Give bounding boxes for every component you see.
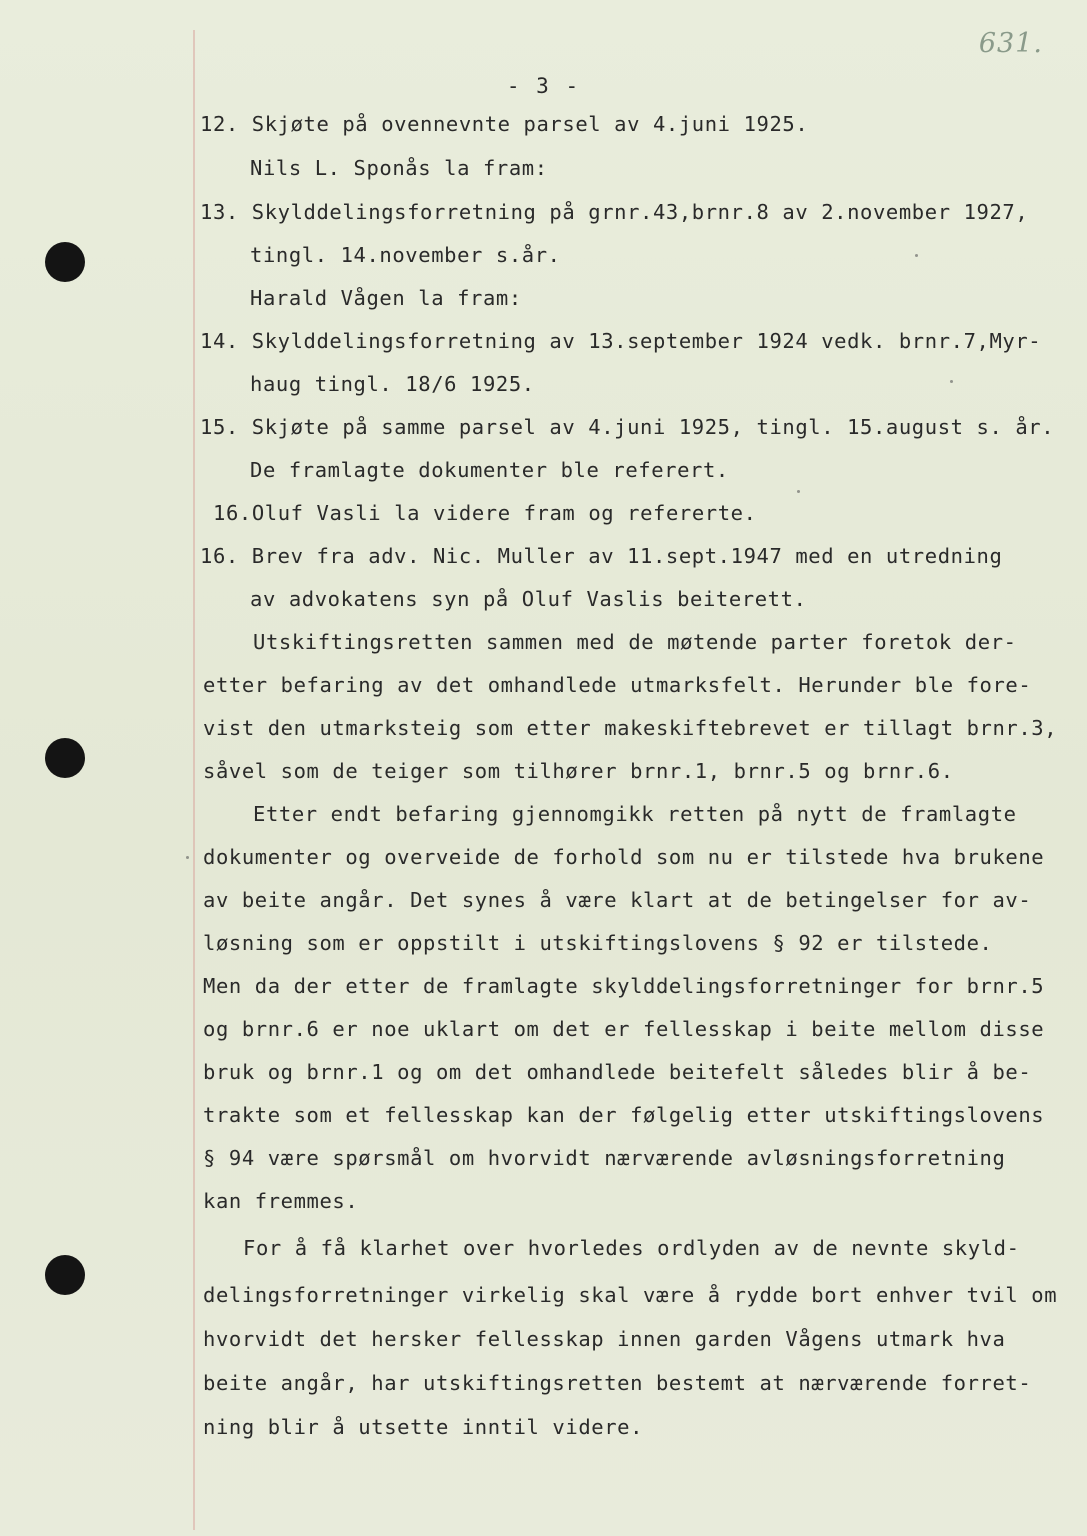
punch-hole-middle bbox=[45, 738, 85, 778]
text-line: såvel som de teiger som tilhører brnr.1, brnr.5 og brnr.6. bbox=[203, 759, 954, 783]
text-line: 13. Skylddelingsforretning på grnr.43,brnr.8 av 2.november 1927, bbox=[200, 200, 1029, 224]
text-line: beite angår, har utskiftingsretten bestemt at nærværende forret- bbox=[203, 1371, 1032, 1395]
text-line: 12. Skjøte på ovennevnte parsel av 4.juni 1925. bbox=[200, 112, 809, 136]
text-line: Etter endt befaring gjennomgikk retten på nytt de framlagte bbox=[253, 802, 1017, 826]
text-line: delingsforretninger virkelig skal være å rydde bort enhver tvil om bbox=[203, 1283, 1058, 1307]
folio-number: 631. bbox=[978, 28, 1043, 59]
text-line: etter befaring av det omhandlede utmarksfelt. Herunder ble fore- bbox=[203, 673, 1032, 697]
margin-rule bbox=[193, 30, 195, 1530]
text-line: 16.Oluf Vasli la videre fram og refererte. bbox=[213, 501, 757, 525]
text-line: For å få klarhet over hvorledes ordlyden av de nevnte skyld- bbox=[243, 1236, 1020, 1260]
text-line: dokumenter og overveide de forhold som nu er tilstede hva brukene bbox=[203, 845, 1045, 869]
text-line: og brnr.6 er noe uklart om det er fellesskap i beite mellom disse bbox=[203, 1017, 1045, 1041]
text-line: De framlagte dokumenter ble referert. bbox=[250, 458, 729, 482]
text-line: bruk og brnr.1 og om det omhandlede beitefelt således blir å be- bbox=[203, 1060, 1032, 1084]
punch-hole-bottom bbox=[45, 1255, 85, 1295]
text-line: vist den utmarksteig som etter makeskiftebrevet er tillagt brnr.3, bbox=[203, 716, 1058, 740]
text-line: Men da der etter de framlagte skylddelingsforretninger for brnr.5 bbox=[203, 974, 1045, 998]
paper-speck bbox=[186, 856, 189, 859]
text-line: § 94 være spørsmål om hvorvidt nærværende avløsningsforretning bbox=[203, 1146, 1006, 1170]
text-line: tingl. 14.november s.år. bbox=[250, 243, 561, 267]
text-line: hvorvidt det hersker fellesskap innen garden Vågens utmark hva bbox=[203, 1327, 1006, 1351]
text-line: 16. Brev fra adv. Nic. Muller av 11.sept.1947 med en utredning bbox=[200, 544, 1003, 568]
text-line: trakte som et fellesskap kan der følgelig etter utskiftingslovens bbox=[203, 1103, 1045, 1127]
paper-speck bbox=[915, 254, 918, 257]
text-line: Nils L. Sponås la fram: bbox=[250, 156, 548, 180]
text-line: Harald Vågen la fram: bbox=[250, 286, 522, 310]
text-line: kan fremmes. bbox=[203, 1189, 359, 1213]
text-line: Utskiftingsretten sammen med de møtende parter foretok der- bbox=[253, 630, 1017, 654]
text-line: av advokatens syn på Oluf Vaslis beiterett. bbox=[250, 587, 807, 611]
paper-speck bbox=[797, 490, 800, 493]
punch-hole-top bbox=[45, 242, 85, 282]
text-line: løsning som er oppstilt i utskiftingslovens § 92 er tilstede. bbox=[203, 931, 993, 955]
text-line: 14. Skylddelingsforretning av 13.september 1924 vedk. brnr.7,Myr- bbox=[200, 329, 1042, 353]
text-line: 15. Skjøte på samme parsel av 4.juni 1925, tingl. 15.august s. år. bbox=[200, 415, 1055, 439]
page-number: - 3 - bbox=[506, 74, 581, 98]
text-line: av beite angår. Det synes å være klart at de betingelser for av- bbox=[203, 888, 1032, 912]
text-line: haug tingl. 18/6 1925. bbox=[250, 372, 535, 396]
text-line: ning blir å utsette inntil videre. bbox=[203, 1415, 644, 1439]
paper-speck bbox=[950, 380, 953, 383]
